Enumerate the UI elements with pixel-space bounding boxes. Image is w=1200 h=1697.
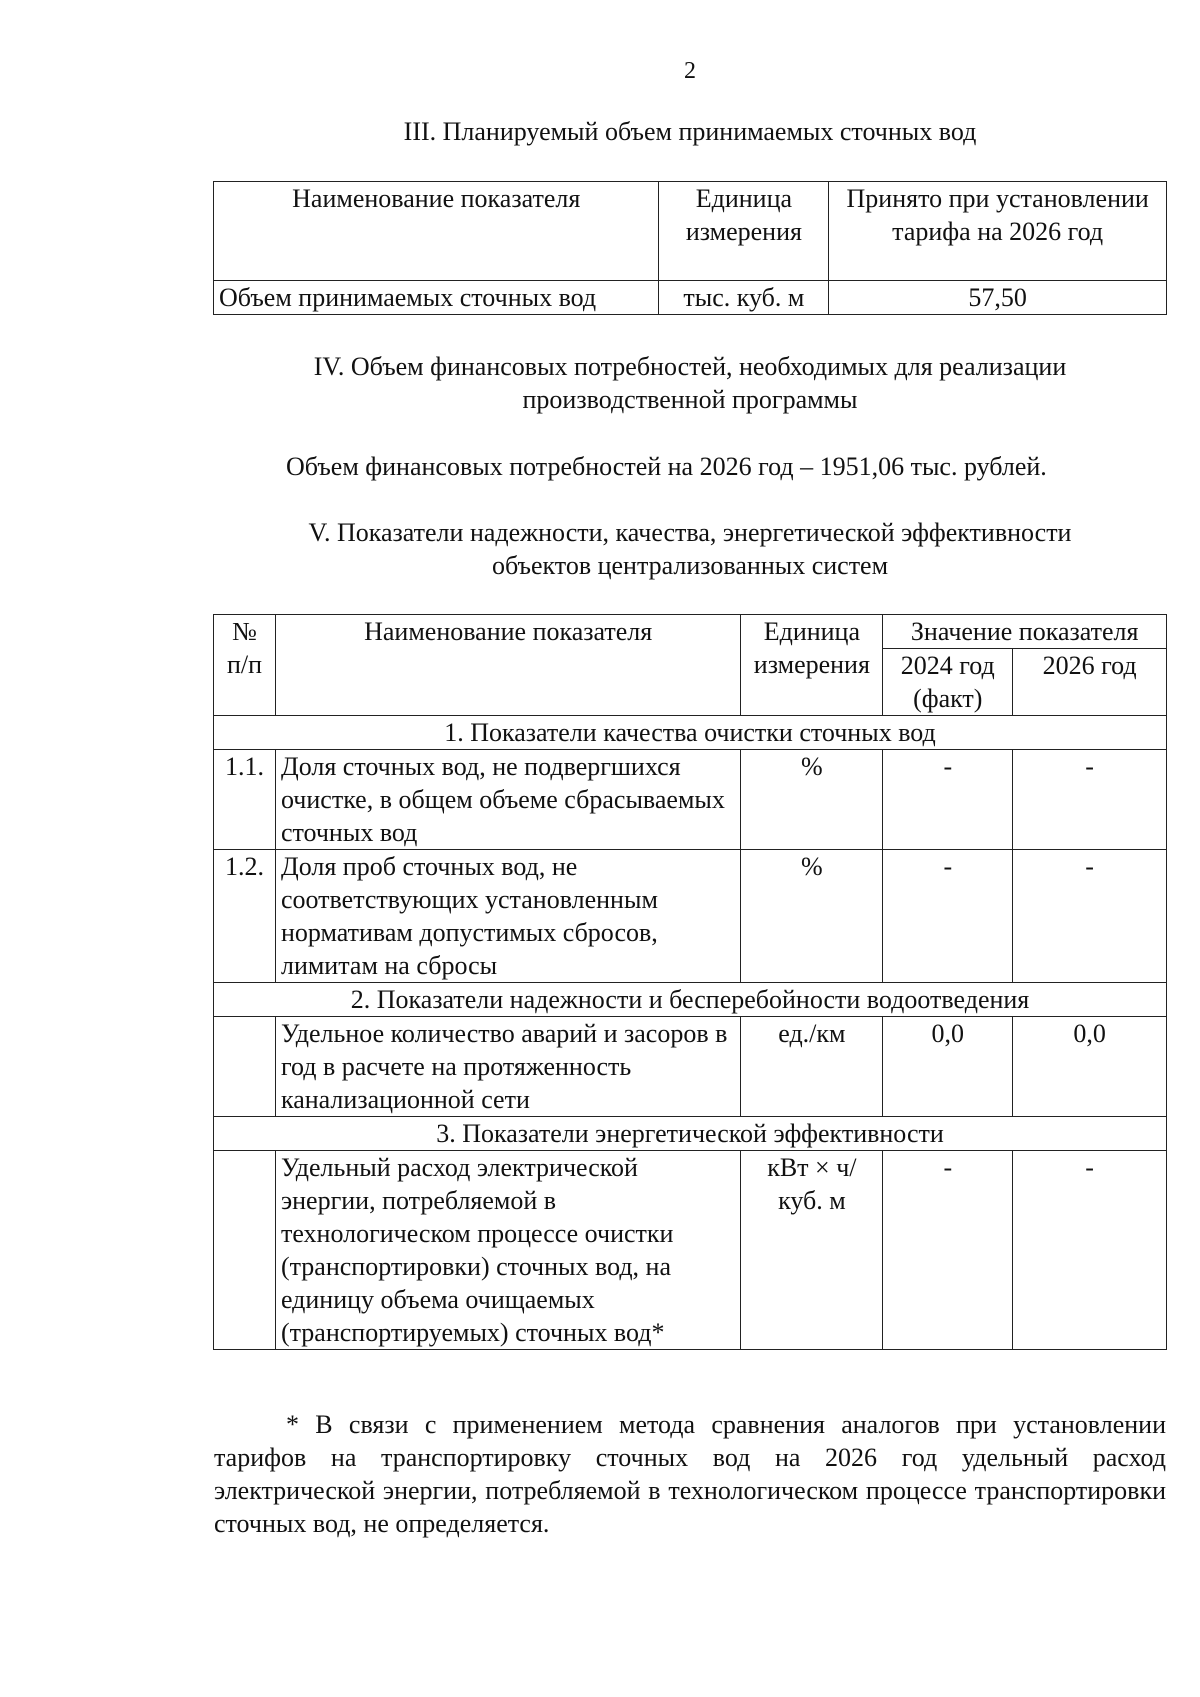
page-number: 2 — [684, 58, 696, 84]
table-row — [214, 750, 1167, 850]
row-2024: - — [883, 850, 1013, 983]
section3-title: III. Планируемый объем принимаемых сточных вод — [403, 117, 977, 146]
row-unit: % — [741, 850, 883, 983]
row-2024: - — [883, 750, 1013, 850]
header-num: № п/п — [214, 615, 276, 716]
row-2024: - — [883, 1151, 1013, 1350]
row-2024: 0,0 — [883, 1017, 1013, 1117]
section5-title-line1: V. Показатели надежности, качества, энергетической эффективности — [308, 518, 1072, 547]
table-row — [214, 1151, 1167, 1350]
table-row — [214, 850, 1167, 983]
section5-title-line2: объектов централизованных систем — [491, 551, 889, 580]
table-row-unit: тыс. куб. м — [659, 281, 829, 315]
section5-table — [213, 614, 1167, 1350]
header-unit: Единица измерения — [741, 615, 883, 716]
row-num: 1.2. — [214, 850, 276, 983]
header-tariff-2026: Принято при установлении тарифа на 2026 год — [829, 182, 1167, 281]
row-2026: - — [1013, 750, 1167, 850]
row-num — [214, 1151, 276, 1350]
header-name: Наименование показателя — [275, 615, 740, 716]
table-row-value: 57,50 — [829, 281, 1167, 315]
section4-title-line1: IV. Объем финансовых потребностей, необходимых для реализации — [313, 352, 1067, 381]
row-2026: - — [1013, 1151, 1167, 1350]
row-unit: кВт × ч/ куб. м — [741, 1151, 883, 1350]
footnote: * В связи с применением метода сравнения аналогов при установлении тарифов на транспортировку сточных вод на 2026 год удельный расход электрической энергии, потребляемой в технологическом процессе транспортировки сточных вод, не определяется. — [214, 1410, 1166, 1538]
header-2024: 2024 год (факт) — [883, 649, 1013, 716]
section3-table — [213, 181, 1167, 315]
row-name: Удельное количество аварий и засоров в год в расчете на протяженность канализационной сети — [275, 1017, 740, 1117]
row-name: Доля проб сточных вод, не соответствующих установленным нормативам допустимых сбросов, лимитам на сбросы — [275, 850, 740, 983]
header-value: Значение показателя — [883, 615, 1167, 649]
row-num — [214, 1017, 276, 1117]
group-title-energy: 3. Показатели энергетической эффективности — [214, 1117, 1167, 1151]
section5-title — [210, 516, 1170, 582]
header-indicator-name: Наименование показателя — [214, 182, 659, 281]
table-row — [214, 1017, 1167, 1117]
row-name: Удельный расход электрической энергии, потребляемой в технологическом процессе очистки (транспортировки) сточных вод, на единицу объема очищаемых (транспортируемых) сточных вод* — [275, 1151, 740, 1350]
section4-title — [210, 350, 1170, 416]
row-unit: % — [741, 750, 883, 850]
row-2026: - — [1013, 850, 1167, 983]
header-2026: 2026 год — [1013, 649, 1167, 716]
table-row-name: Объем принимаемых сточных вод — [214, 281, 659, 315]
group-title-reliability: 2. Показатели надежности и бесперебойности водоотведения — [214, 983, 1167, 1017]
group-title-quality: 1. Показатели качества очистки сточных вод — [214, 716, 1167, 750]
header-unit: Единица измерения — [659, 182, 829, 281]
financial-needs-text: Объем финансовых потребностей на 2026 год – 1951,06 тыс. рублей. — [286, 452, 1047, 481]
row-name: Доля сточных вод, не подвергшихся очистке, в общем объеме сбрасываемых сточных вод — [275, 750, 740, 850]
row-2026: 0,0 — [1013, 1017, 1167, 1117]
row-num: 1.1. — [214, 750, 276, 850]
section4-title-line2: производственной программы — [522, 385, 858, 414]
row-unit: ед./км — [741, 1017, 883, 1117]
